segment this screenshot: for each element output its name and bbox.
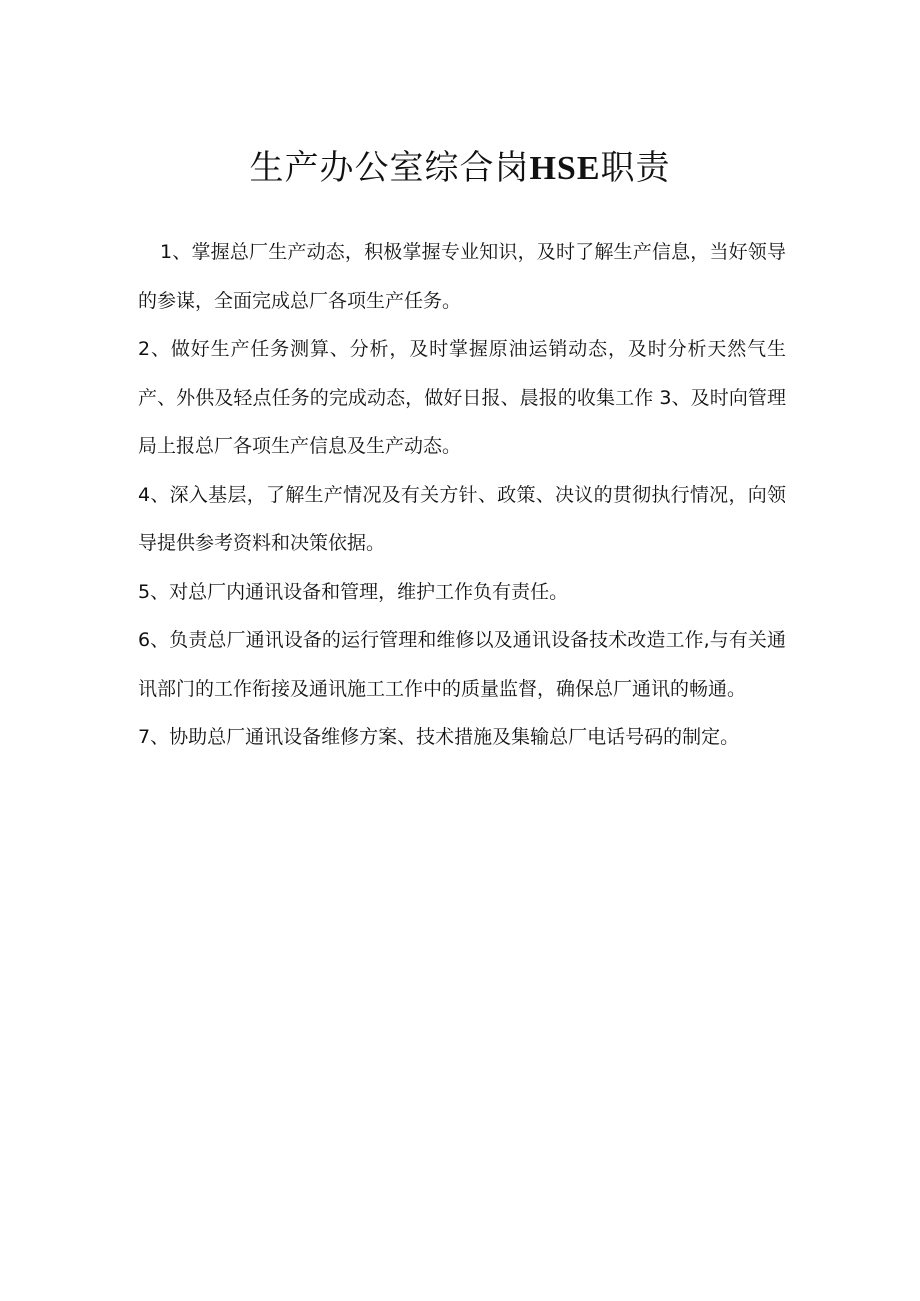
paragraph-5: 6、负责总厂通讯设备的运行管理和维修以及通讯设备技术改造工作,与有关通讯部门的工作衔接及通讯施工工作中的质量监督，确保总厂通讯的畅通。 — [138, 629, 786, 700]
paragraph-2: 2、做好生产任务测算、分析，及时掌握原油运销动态，及时分析天然气生产、外供及轻点任务的完成动态，做好日报、晨报的收集工作 3、及时向管理局上报总厂各项生产信息及生产动态。 — [138, 338, 786, 457]
paragraph-1: 1、掌握总厂生产动态，积极掌握专业知识，及时了解生产信息，当好领导的参谋，全面完成总厂各项生产任务。 — [138, 241, 786, 312]
page-title — [0, 143, 920, 194]
paragraph-4: 5、对总厂内通讯设备和管理，维护工作负有责任。 — [138, 580, 569, 603]
paragraph-3: 4、深入基层，了解生产情况及有关方针、政策、决议的贯彻执行情况，向领导提供参考资料和决策依据。 — [138, 483, 786, 554]
title-main: 生产办公室综合岗 — [249, 148, 530, 188]
title-latin: HSE — [529, 150, 601, 187]
document-body — [138, 228, 786, 762]
paragraph-6: 7、协助总厂通讯设备维修方案、技术措施及集输总厂电话号码的制定。 — [138, 726, 740, 748]
title-tail: 职责 — [600, 148, 671, 188]
